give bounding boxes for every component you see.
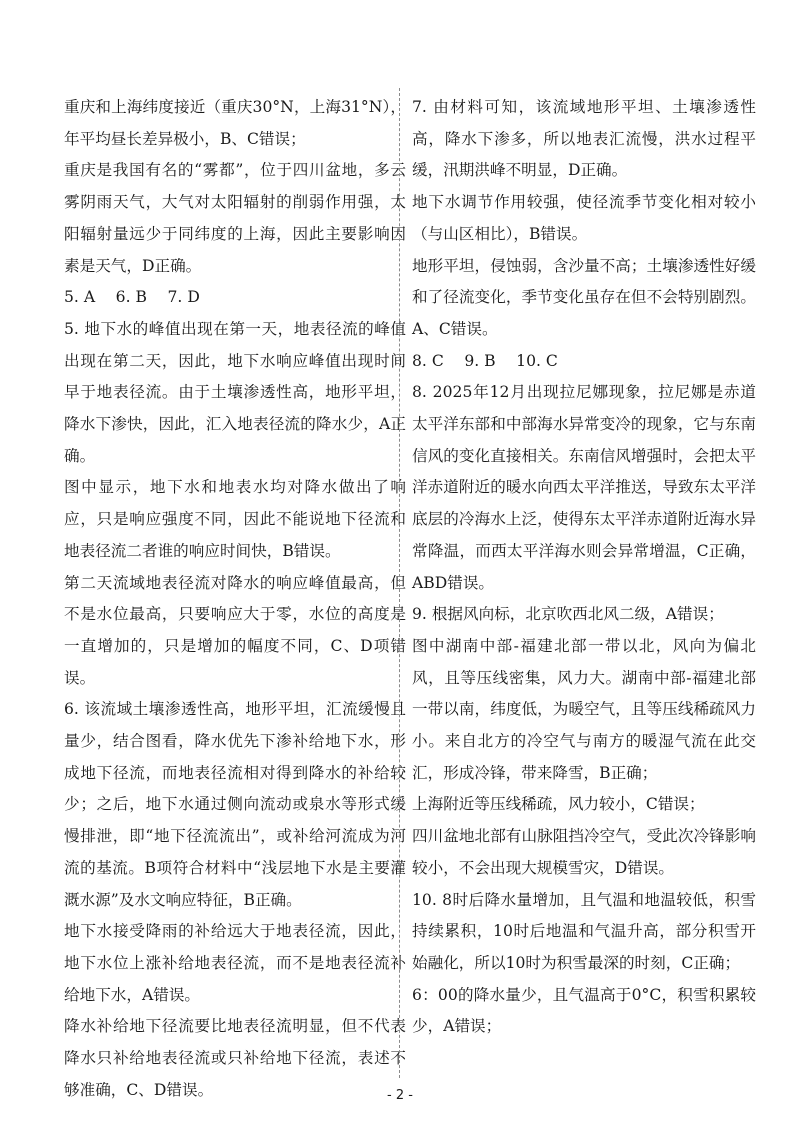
paragraph: 图中显示，地下水和地表水均对降水做出了响应，只是响应强度不同，因此不能说地下径流和地表径流二者谁的响应时间快，B错误。 [64,478,406,560]
paragraph: 地下水接受降雨的补给远大于地表径流，因此，地下水位上涨补给地表径流，而不是地表径流补给地下水，A错误。 [64,922,406,1004]
paragraph: 6：00的降水量少，且气温高于0°C，积雪积累较少，A错误； [412,985,756,1036]
paragraph: 上海附近等压线稀疏，风力较小，C错误； [412,795,705,814]
paragraph: 四川盆地北部有山脉阻挡冷空气，受此次冷锋影响较小，不会出现大规模雪灾，D错误。 [412,827,756,877]
paragraph: 地形平坦，侵蚀弱，含沙量不高；土壤渗透性好缓和了径流变化，季节变化虽存在但不会特别剧烈。A、C错误。 [412,256,756,338]
paragraph: 6. 该流域土壤渗透性高，地形平坦，汇流缓慢且量少，结合图看，降水优先下渗补给地下水，形成地下径流，而地表径流相对得到降水的补给较少；之后，地下水通过侧向流动或泉水等形式缓慢排泄，即“地下径流流出”，或补给河流成为河流的基流。B项符合材料中“浅层地下水是主要灌溉水源”及水文响应特征，B正确。 [64,700,406,909]
paragraph: 7. 由材料可知，该流域地形平坦、土壤渗透性高，降水下渗多，所以地表汇流慢，洪水过程平缓，汛期洪峰不明显，D正确。 [412,98,756,180]
left-column [64,92,406,1107]
paragraph: 第二天流域地表径流对降水的响应峰值最高，但不是水位最高，只要响应大于零，水位的高度是一直增加的，只是增加的幅度不同，C、D项错误。 [64,573,406,687]
paragraph: 地下水调节作用较强，使径流季节变化相对较小（与山区相比），B错误。 [412,193,756,243]
page-number: - 2 - [387,1088,413,1103]
paragraph: 9. 根据风向标，北京吹西北风二级，A错误； [412,605,724,624]
paragraph: 重庆和上海纬度接近（重庆30°N，上海31°N），年平均昼长差异极小，B、C错误； [64,98,406,148]
paragraph: 10. 8时后降水量增加，且气温和地温较低，积雪持续累积，10时后地温和气温升高，部分积雪开始融化，所以10时为积雪最深的时刻，C正确； [412,890,756,972]
paragraph: 8. 2025年12月出现拉尼娜现象，拉尼娜是赤道太平洋东部和中部海水异常变冷的现象，它与东南信风的变化直接相关。东南信风增强时，会把太平洋赤道附近的暖水向西太平洋推送，导致东太平洋底层的冷海水上泛，使得东太平洋赤道附近海水异常降温，而西太平洋海水则会异常增温，C正确，ABD错误。 [412,383,756,592]
paragraph: 图中湖南中部-福建北部一带以北，风向为偏北风，且等压线密集，风力大。湖南中部-福建北部一带以南，纬度低，为暖空气，且等压线稀疏风力小。来自北方的冷空气与南方的暖湿气流在此交汇，形成冷锋，带来降雪，B正确； [412,636,756,782]
right-column [412,92,756,1043]
paragraph: 降水补给地下径流要比地表径流明显，但不代表降水只补给地表径流或只补给地下径流，表述不够准确，C、D错误。 [64,1017,406,1099]
answer-line: 8. C 9. B 10. C [412,351,558,370]
answer-line: 5. A 6. B 7. D [64,288,200,307]
paragraph: 5. 地下水的峰值出现在第一天，地表径流的峰值出现在第二天，因此，地下水响应峰值出现时间早于地表径流。由于土壤渗透性高，地形平坦，降水下渗快，因此，汇入地表径流的降水少，A正确。 [64,319,406,465]
column-divider [399,88,400,1078]
paragraph: 重庆是我国有名的“雾都”，位于四川盆地，多云雾阴雨天气，大气对太阳辐射的削弱作用强，太阳辐射量远少于同纬度的上海，因此主要影响因素是天气，D正确。 [64,161,406,275]
